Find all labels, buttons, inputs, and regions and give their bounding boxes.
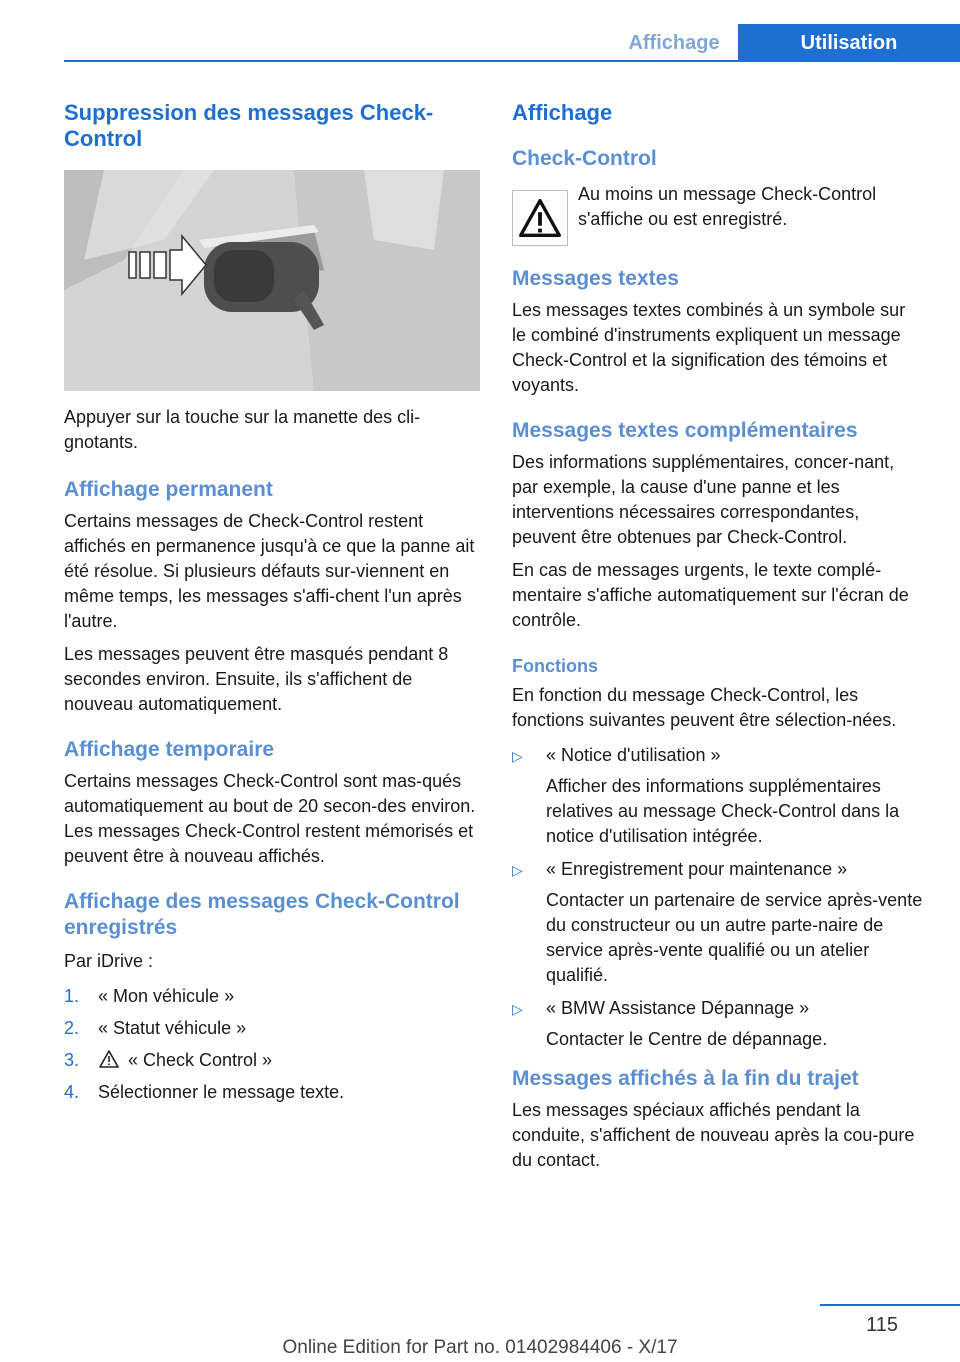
right-column — [512, 100, 924, 1173]
list-item: 4. Sélectionner le message texte. — [64, 1082, 345, 1102]
function-label: « BMW Assistance Dépannage » — [546, 998, 810, 1018]
paragraph: Certains messages de Check-Control restent affichés en permanence jusqu'à ce que la panne ait été résolue. Si plusieurs défauts sur-viennent en même temps, les messages s'affi-chent l'un après l'autre. — [64, 511, 475, 631]
heading-affichage-permanent: Affichage permanent — [64, 478, 273, 501]
paragraph: En fonction du message Check-Control, les fonctions suivantes peuvent être sélection-nées. — [512, 685, 897, 730]
page-number: 115 — [866, 1314, 898, 1336]
heading-messages-textes: Messages textes — [512, 267, 679, 290]
function-description: Contacter un partenaire de service après-vente du constructeur ou un autre parte-naire de service après-vente qualifié ou un atelier qualifié. — [546, 890, 923, 985]
function-label: « Notice d'utilisation » — [546, 745, 721, 765]
idrive-steps — [64, 984, 480, 1105]
function-description: Afficher des informations supplémentaires relatives au message Check-Control dans la notice d'utilisation intégrée. — [546, 776, 900, 846]
footer-rule — [820, 1304, 960, 1306]
paragraph: Les messages textes combinés à un symbole sur le combiné d'instruments expliquent un message Check-Control et la signification des témoins et voyants. — [512, 300, 906, 395]
warning-triangle-icon — [512, 190, 568, 246]
paragraph: Les messages spéciaux affichés pendant la conduite, s'affichent de nouveau après la cou-pure du contact. — [512, 1100, 915, 1170]
function-label: « Enregistrement pour maintenance » — [546, 859, 848, 879]
paragraph: En cas de messages urgents, le texte complé-mentaire s'affiche automatiquement sur l'écran de contrôle. — [512, 560, 909, 630]
heading-fin-du-trajet: Messages affichés à la fin du trajet — [512, 1067, 859, 1090]
list-item — [512, 857, 924, 988]
left-column — [64, 100, 480, 1112]
function-description: Contacter le Centre de dépannage. — [546, 1029, 828, 1049]
heading-messages-complementaires: Messages textes complémentaires — [512, 419, 858, 442]
list-item: 2. « Statut véhicule » — [64, 1018, 247, 1038]
list-item: 3. « Check Control » — [64, 1050, 273, 1070]
paragraph: Les messages peuvent être masqués pendant 8 secondes environ. Ensuite, ils s'affichent de nouveau automatiquement. — [64, 644, 449, 714]
turn-signal-lever-photo — [64, 170, 480, 391]
triangle-bullet-icon: ▷ — [512, 862, 523, 878]
list-item: 1. « Mon véhicule » — [64, 986, 235, 1006]
section-title-affichage: Affichage — [512, 100, 613, 125]
header-chapter-tab[interactable]: Utilisation — [738, 24, 960, 62]
check-control-symbol-box — [512, 182, 924, 246]
header-section-tab[interactable]: Affichage — [628, 32, 720, 54]
heading-fonctions: Fonctions — [512, 656, 598, 676]
photo-caption: Appuyer sur la touche sur la manette des cli-gnotants. — [64, 407, 421, 452]
triangle-bullet-icon: ▷ — [512, 748, 523, 764]
warning-triangle-icon — [98, 1049, 120, 1069]
triangle-bullet-icon: ▷ — [512, 1001, 523, 1017]
paragraph: Par iDrive : — [64, 951, 154, 971]
list-item — [512, 743, 924, 849]
fonctions-list — [512, 743, 924, 1052]
list-item — [512, 996, 924, 1052]
heading-check-control: Check-Control — [512, 147, 657, 170]
heading-messages-enregistres: Affichage des messages Check-Control enregistrés — [64, 890, 460, 939]
section-title-suppression: Suppression des messages Check-Control — [64, 100, 434, 151]
heading-affichage-temporaire: Affichage temporaire — [64, 738, 275, 761]
footer-edition: Online Edition for Part no. 01402984406 - X/17 — [282, 1337, 678, 1358]
paragraph: Des informations supplémentaires, concer-nant, par exemple, la cause d'une panne et les interventions nécessaires correspondantes, peuvent être obtenues par Check-Control. — [512, 452, 895, 547]
paragraph: Certains messages Check-Control sont mas-qués automatiquement au bout de 20 secon-des environ. Les messages Check-Control restent mémorisés et peuvent être à nouveau affichés. — [64, 771, 476, 866]
paragraph: Au moins un message Check-Control s'affiche ou est enregistré. — [578, 184, 877, 229]
